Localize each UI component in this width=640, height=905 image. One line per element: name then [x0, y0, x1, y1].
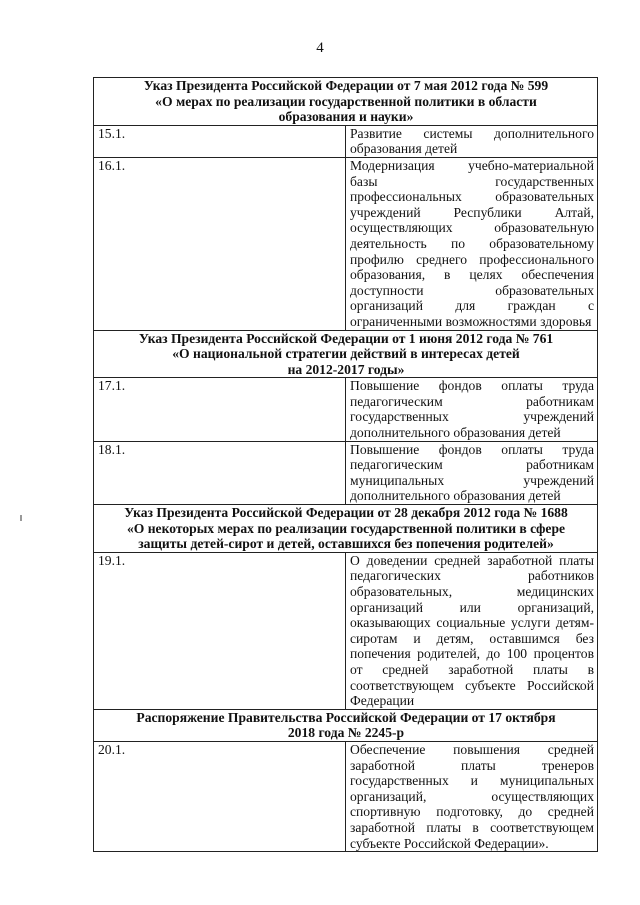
table-row	[94, 125, 598, 157]
item-text: Модернизация учебно-материальной базы государственных профессиональных образовательных учреждений Республики Алтай, осуществляющих образовательную деятельность по образовательному профилю среднего профессионального образования, в целях обеспечения доступности образовательных организаций для граждан с ограниченными возможностями здоровья	[346, 157, 598, 330]
section-heading	[94, 78, 598, 126]
heading-line: Указ Президента Российской Федерации от 7 мая 2012 года № 599	[143, 78, 549, 93]
section-heading	[94, 330, 598, 378]
item-number: 19.1.	[94, 552, 346, 709]
item-text: О доведении средней заработной платы педагогических работников образовательных, медицинских организаций или организаций, оказывающих социальные услуги детям-сиротам и детям, оставшимся без попечения родителей, до 100 процентов от средней заработной платы в соответствующем субъекте Российской Федерации	[346, 552, 598, 709]
section-heading-row	[94, 709, 598, 741]
item-text: Развитие системы дополнительного образования детей	[346, 125, 598, 157]
heading-line: защиты детей-сирот и детей, оставшихся без попечения родителей»	[138, 536, 554, 552]
section-heading	[94, 505, 598, 553]
heading-line: «О национальной стратегии действий в интересах детей	[172, 346, 520, 362]
section-heading-row	[94, 505, 598, 553]
heading-line: Указ Президента Российской Федерации от 1 июня 2012 года № 761	[138, 330, 554, 346]
item-number: 16.1.	[94, 157, 346, 330]
heading-line: на 2012-2017 годы»	[287, 361, 405, 377]
heading-line: 2018 года № 2245-р	[287, 725, 405, 741]
table-row	[94, 441, 598, 504]
section-heading	[94, 709, 598, 741]
heading-line: Распоряжение Правительства Российской Федерации от 17 октября	[136, 709, 556, 725]
item-text: Повышение фондов оплаты труда педагогическим работникам муниципальных учреждений дополнительного образования детей	[346, 441, 598, 504]
table-row	[94, 378, 598, 441]
measures-table	[93, 77, 598, 852]
table-row	[94, 157, 598, 330]
table-row	[94, 552, 598, 709]
section-heading-row	[94, 330, 598, 378]
heading-line: «О некоторых мерах по реализации государственной политики в сфере	[126, 520, 566, 536]
item-text: Обеспечение повышения средней заработной платы тренеров государственных и муниципальных организаций, осуществляющих спортивную подготовку, до средней заработной платы в соответствующем субъекте Российской Федерации».	[346, 741, 598, 851]
heading-line: Указ Президента Российской Федерации от 28 декабря 2012 года № 1688	[124, 505, 568, 521]
heading-line: образования и науки»	[278, 109, 414, 125]
item-number: 20.1.	[94, 741, 346, 851]
margin-mark	[20, 515, 22, 521]
table-row	[94, 741, 598, 851]
section-heading-row	[94, 78, 598, 126]
item-number: 15.1.	[94, 125, 346, 157]
page-number: 4	[316, 40, 324, 56]
item-text: Повышение фондов оплаты труда педагогическим работникам государственных учреждений дополнительного образования детей	[346, 378, 598, 441]
item-number: 17.1.	[94, 378, 346, 441]
heading-line: «О мерах по реализации государственной политики в области	[155, 93, 537, 109]
item-number: 18.1.	[94, 441, 346, 504]
